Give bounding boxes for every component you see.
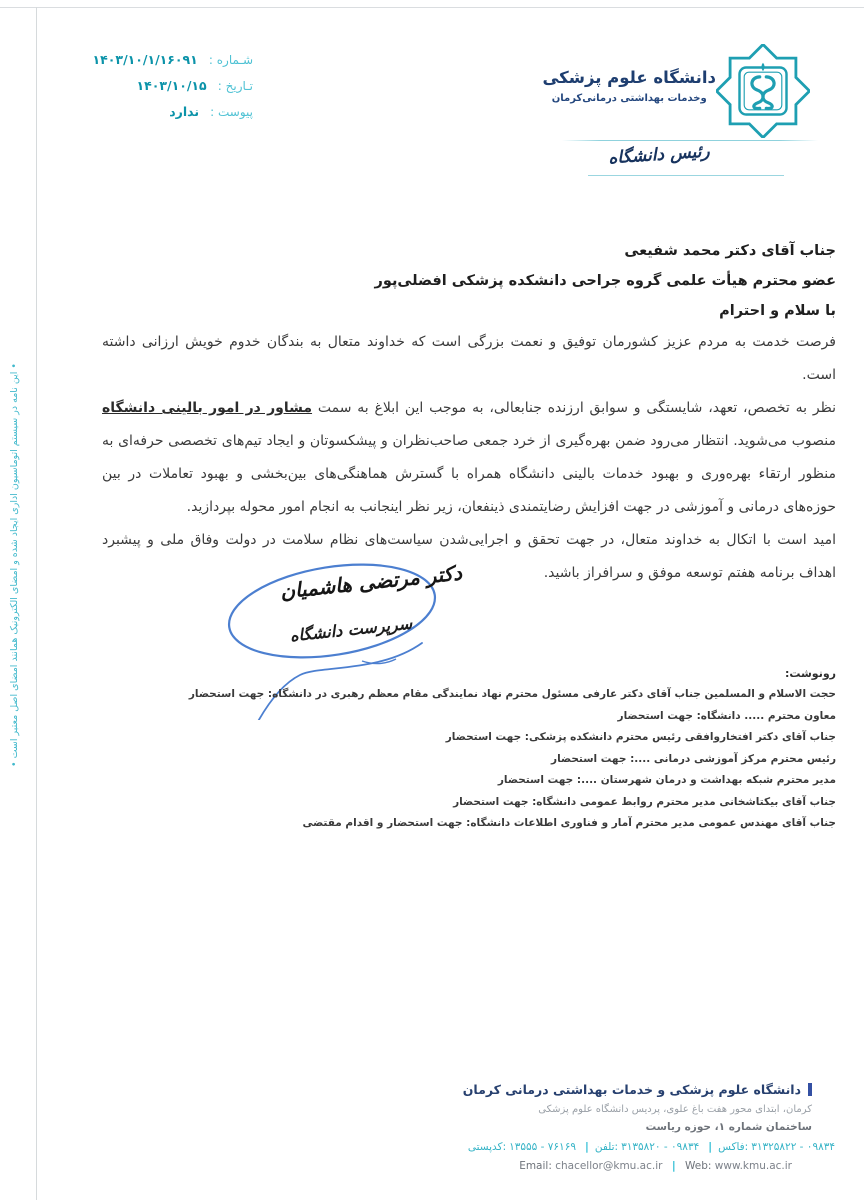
contact-separator: | <box>708 1141 713 1153</box>
footer-org-row <box>418 1082 812 1097</box>
letter-date-row <box>58 73 253 99</box>
footer-address-line1: کرمان، ابتدای محور هفت باغ علوی، پردیس دانشگاه علوم پزشکی <box>538 1104 812 1115</box>
footer-org-name: دانشگاه علوم پزشکی و خدمات بهداشتی درمانی کرمان <box>462 1082 801 1097</box>
postal-code-label: کدپستی: <box>467 1141 507 1153</box>
cc-label: رونوشت: <box>784 667 836 680</box>
salutation: با سلام و احترام <box>719 303 836 319</box>
page-top-edge-line <box>0 7 864 8</box>
cc-item: حجت الاسلام و المسلمین جناب آقای دکتر عارفی مسئول محترم نهاد نمایندگی مقام معظم رهبری در دانشگاه: جهت استحضار <box>188 688 836 700</box>
office-title-calligraphy: رئیس دانشگاه <box>607 141 711 169</box>
signer-name: دکتر مرتضی هاشمیان <box>278 560 464 604</box>
letter-number-label: شـماره : <box>208 53 253 67</box>
recipient-position: عضو محترم هیأت علمی گروه جراحی دانشکده پزشکی افضلی‌پور <box>374 273 836 289</box>
email-label: Email: <box>519 1160 552 1172</box>
contact-separator: | <box>584 1141 589 1153</box>
fax-value: ۳۱۳۲۵۸۲۲ - ۰۹۸۳۴ <box>751 1141 835 1153</box>
cc-item: جناب آقای مهندس عمومی مدیر محترم آمار و فناوری اطلاعات دانشگاه: جهت استحضار و اقدام مقتضی <box>302 817 836 829</box>
body-paragraph-2-end: منصوب می‌شوید. انتظار می‌رود ضمن بهره‌گیری از خرد جمعی صاحب‌نظران و پیشکسوتان و ایجاد تیم‌های تخصصی حرفه‌ای به منظور ارتقاء بهره‌وری و بهبود خدمات بالینی دانشگاه همراه با گسترش هماهنگی‌های بین‌بخشی و بهبود تعاملات در بین حوزه‌های درمانی و آموزشی در جهت افزایش رضایتمندی ذینفعان، زیر نظر اینجانب به انجام امور محوله بپردازید. <box>102 433 836 515</box>
footer-accent-bar <box>808 1083 812 1096</box>
letter-meta-block <box>58 47 253 125</box>
footer-email-row <box>418 1160 792 1172</box>
cc-item: معاون محترم ..... دانشگاه: جهت استحضار <box>617 709 836 722</box>
org-name-block <box>538 44 716 104</box>
recipient-block <box>375 236 836 326</box>
body-paragraph-3: امید است با اتکال به خداوند متعال، در جهت تحقق و اجرایی‌شدن سیاست‌های نظام سلامت در دولت وفاق ملی و پیشبرد اهداف برنامه هفتم توسعه موفق و سرافراز باشید. <box>102 532 836 581</box>
footer-contacts-row <box>418 1141 838 1153</box>
web-value: www.kmu.ac.ir <box>714 1160 792 1172</box>
footer-address-line2: ساختمان شماره ۱، حوزه ریاست <box>645 1121 812 1133</box>
appointment-title-highlight: مشاور در امور بالینی دانشگاه <box>102 400 313 416</box>
fax-label: فاکس: <box>718 1141 749 1153</box>
electronic-signature-side-note: • این نامه در سیستم اتوماسیون اداری ایجاد شده و امضای الکترونیک همانند امضای اصل معتبر است • <box>9 363 20 768</box>
cc-item: جناب آقای بیکتاشخانی مدیر محترم روابط عمومی دانشگاه: جهت استحضار <box>453 795 836 808</box>
university-logo-icon <box>716 44 810 138</box>
letter-attachment-label: پیوست : <box>210 105 253 119</box>
recipient-name: جناب آقای دکتر محمد شفیعی <box>624 243 836 259</box>
letter-attachment-row <box>58 99 253 125</box>
phone-label: تلفن: <box>594 1141 619 1153</box>
email-web-separator: | <box>671 1160 676 1172</box>
org-title: دانشگاه علوم پزشکی <box>542 68 716 87</box>
letter-date-label: تـاریخ : <box>217 79 253 93</box>
cc-item: مدیر محترم شبکه بهداشت و درمان شهرستان ....: جهت استحضار <box>497 774 836 786</box>
signer-title: سرپرست دانشگاه <box>289 613 413 646</box>
postal-code-value: ۱۳۵۵۵ - ۷۶۱۶۹ <box>509 1141 576 1153</box>
letter-number-value: ۱۴۰۳/۱۰/۱/۱۶۰۹۱ <box>92 52 198 67</box>
body-paragraph-2-start: نظر به تخصص، تعهد، شایستگی و سوابق ارزنده جنابعالی، به موجب این ابلاغ به سمت <box>312 400 836 416</box>
letterhead-footer <box>418 1082 838 1172</box>
letter-date-value: ۱۴۰۳/۱۰/۱۵ <box>136 78 207 93</box>
phone-value: ۳۱۳۵۸۲۰ - ۰۹۸۳۴ <box>621 1141 700 1153</box>
header-divider-top <box>562 140 818 141</box>
org-subtitle: وخدمات بهداشتی درمانی‌کرمان <box>551 93 707 104</box>
cc-block <box>189 664 836 835</box>
letter-attachment-value: ندارد <box>169 104 200 119</box>
cc-item: رئیس محترم مرکز آموزشی درمانی ....: جهت استحضار <box>551 752 836 765</box>
body-paragraph-1: فرصت خدمت به مردم عزیز کشورمان توفیق و نعمت بزرگی است که خداوند متعال به بندگان خدوم خویش ارزانی داشته است. <box>102 334 836 383</box>
body-paragraph-2 <box>102 392 836 524</box>
email-value: chacellor@kmu.ac.ir <box>555 1160 663 1172</box>
web-label: Web: <box>685 1160 712 1172</box>
header-divider-bottom <box>588 175 784 176</box>
letter-number-row <box>58 47 253 73</box>
cc-item: جناب آقای دکتر افتخاروافقی رئیس محترم دانشکده پزشکی: جهت استحضار <box>445 731 836 743</box>
page-left-edge-line <box>36 7 37 1200</box>
letterhead <box>540 44 810 138</box>
